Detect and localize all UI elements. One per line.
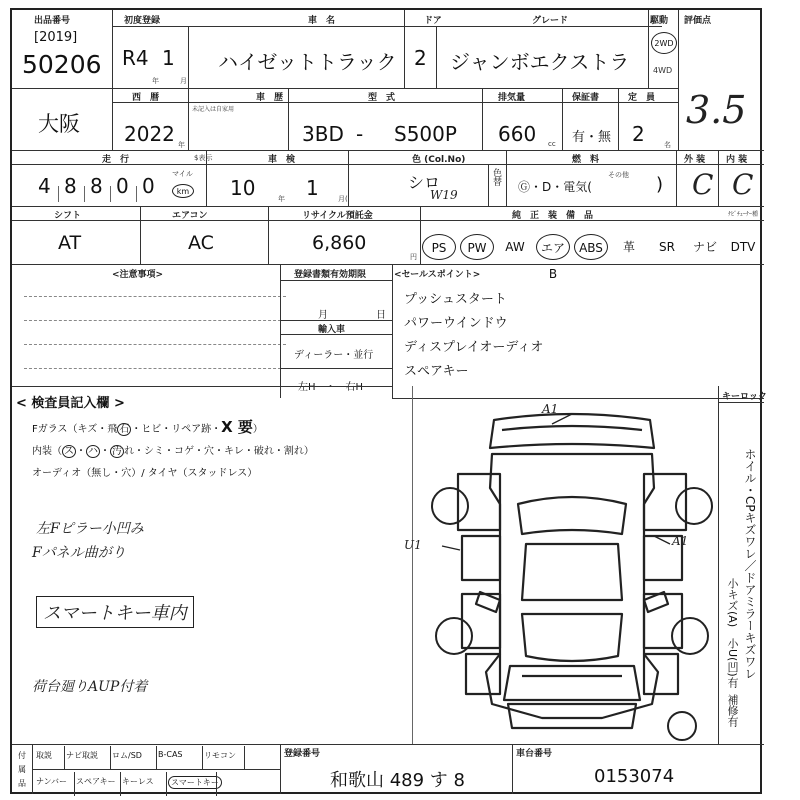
legend-line: 補修有 — [726, 694, 739, 727]
car-name: ハイゼットトラック — [218, 50, 397, 74]
inspection-year: 10 — [230, 176, 256, 200]
sales-point: ディスプレイオーディオ — [404, 340, 544, 355]
mileage-digit: 0 — [116, 174, 129, 198]
exterior-grade: C — [692, 168, 714, 201]
equipment-item: PS — [422, 234, 456, 260]
accessory-tag: B-CAS — [158, 750, 183, 759]
equipment-item: SR — [659, 240, 675, 254]
key-lock-label: キーロック — [722, 392, 767, 402]
capacity: 2 — [632, 122, 645, 146]
reg-no-label: 登録番号 — [284, 749, 321, 759]
model-code: S500P — [394, 122, 457, 146]
sales-point: プッシュスタート — [404, 292, 507, 307]
model-dash: - — [356, 122, 364, 146]
mileage-digit: 8 — [90, 174, 103, 198]
model-label: 型 式 — [368, 93, 396, 103]
interior-circled: ス — [64, 446, 74, 457]
recycle-label: リサイクル預託金 — [302, 211, 373, 221]
mileage-digit: 0 — [142, 174, 155, 198]
displacement: 660 — [498, 122, 537, 146]
displacement-label: 排気量 — [498, 93, 526, 103]
glass-circled: 石 — [119, 424, 130, 435]
accessory-tag: キーレス — [122, 777, 154, 786]
sales-points-label: <セールスポイント> — [394, 270, 481, 280]
glass-x: X 要 — [221, 418, 253, 436]
inspector-title: < 検査員記入欄 > — [16, 396, 125, 411]
damage-mark-left: U1 — [404, 538, 422, 552]
mile-text: マイル — [172, 170, 193, 178]
dealer-label: ディーラー・並行 — [294, 350, 374, 361]
inspection-label: 車 検 — [268, 155, 296, 165]
region: 大阪 — [38, 112, 80, 136]
warranty-options: 有・無 — [572, 130, 612, 145]
capacity-label: 定 員 — [628, 93, 656, 103]
inspection-month: 1 — [306, 176, 319, 200]
color-code: W19 — [430, 188, 458, 202]
mileage-sub: $表示 — [194, 154, 213, 162]
color-label: 色 (Col.No) — [412, 155, 466, 165]
navi-tuner-label: ﾅﾋﾞﾁｭｰﾅｰ種 — [728, 211, 759, 218]
fuel-other-label: その他 — [608, 171, 629, 179]
reg-month: 1 — [162, 46, 175, 70]
score-value: 3.5 — [686, 88, 747, 132]
vehicle-diagram — [422, 404, 722, 744]
mileage-digit: 8 — [64, 174, 77, 198]
interior-line: 内装（ ス ・ ハ ・ 汚 れ・シミ・コゲ・穴・キレ・破れ・割れ） — [32, 446, 314, 457]
accessory-tag: ロム/SD — [112, 751, 142, 760]
reg-era: R4 — [122, 46, 149, 70]
west-year-label: 西 暦 — [132, 93, 160, 103]
km-circled: km — [172, 184, 194, 198]
score-label: 評価点 — [684, 16, 712, 26]
handwritten-note: 荷台廻りAUP付着 — [32, 679, 148, 695]
warranty-label: 保証書 — [572, 93, 600, 103]
legend-line: ホイル・CPキズワレ／ドアミラーキズワレ — [743, 448, 757, 680]
reg-doc-label: 登録書類有効期限 — [294, 270, 367, 280]
exterior-label: 外 装 — [684, 155, 706, 165]
ac-value: AC — [188, 232, 214, 254]
equipment-item: AW — [505, 240, 525, 254]
interior-label: 内 装 — [726, 155, 748, 165]
fuel-options: Ⓖ・D・電気( — [518, 180, 592, 194]
chassis-no: 0153074 — [594, 766, 675, 787]
mileage-digit: 4 — [38, 174, 51, 198]
lot-number: 50206 — [22, 50, 102, 79]
shift-value: AT — [58, 232, 82, 254]
color: シロ — [408, 173, 441, 192]
accessory-tag: ナビ取説 — [66, 751, 98, 760]
history-label: 車 歴 — [256, 93, 284, 103]
handwritten-note: Fパネル曲がり — [32, 545, 126, 561]
first-reg-label: 初度登録 — [124, 16, 161, 26]
car-name-label: 車 名 — [308, 16, 336, 26]
ac-label: エアコン — [172, 211, 208, 221]
shift-label: シフト — [54, 211, 82, 221]
interior-grade: C — [732, 168, 754, 201]
accessory-tag: リモコン — [204, 751, 236, 760]
handwritten-note: 左Fピラー小凹み — [36, 521, 144, 537]
reg-no: 和歌山 489 す 8 — [330, 770, 465, 791]
accessory-tag: スマートキー — [168, 776, 222, 789]
sales-point: スペアキー — [404, 364, 469, 379]
accessory-tag: 取説 — [36, 751, 52, 760]
handwritten-boxed-note: スマートキー車内 — [36, 596, 194, 628]
interior-circled: 汚 — [112, 446, 122, 457]
color-change-label: 色替 — [491, 168, 501, 186]
door-label: ドア — [424, 16, 442, 26]
equipment-item: DTV — [730, 240, 756, 254]
import-label: 輸入車 — [318, 325, 346, 335]
damage-mark-top: A1 — [542, 402, 559, 416]
damage-mark-right: A1 — [672, 534, 689, 548]
grade-label: グレード — [532, 16, 569, 26]
notes-label: <注意事項> — [112, 270, 164, 280]
mileage-label: 走 行 — [102, 155, 130, 165]
lot-year-tag: [2019] — [34, 30, 78, 45]
history-note: 未記入は自家用 — [192, 106, 235, 113]
reg-year: 2022 — [124, 122, 175, 146]
recycle-fee: 6,860 — [312, 232, 367, 254]
glass-line: Fガラス（キズ・飛 石 ・ヒビ・リペア跡・X 要） — [32, 418, 263, 436]
handle-label: 左H ・ 右H — [298, 382, 364, 393]
equipment-item: 革 — [622, 240, 635, 254]
lot-label: 出品番号 — [34, 16, 71, 26]
grade: ジャンボエクストラ — [450, 50, 630, 74]
drive-label: 駆動 — [650, 16, 669, 26]
legend-line: 小U(凹)有 — [726, 638, 739, 688]
equipment-item: エアB — [536, 234, 570, 260]
chassis-label: 車台番号 — [516, 749, 553, 759]
sales-point: パワーウインドウ — [404, 316, 508, 331]
equipment-item: ナビ — [692, 240, 717, 254]
accessory-tag: ナンバー — [36, 777, 68, 786]
auction-sheet: 出品番号 初度登録 車 名 ドア グレード 駆動 評価点 [2019] 50206 R4 1 年 月 ハイゼットトラック 2 ジャンボエクストラ 2WD 4WD 3.5 西 暦 車 歴 型 式 排気量 保証書 定 員 大阪 2022 年 未記入は自家用 3BD - S500P 660 cc 有・無 2 名 走 行 $表示 車 検 色 (Col.No) 燃 料 外 装 内 装 4 8 8 0 0 マイル km 10 年 1 月( シロ W19 色替 Ⓖ・D・電気( その他 ) C C シフト エアコン リサイクル預託金 純 正 装 備 品 ﾅﾋﾞﾁｭｰﾅｰ種 AT AC 6,860 円 PS PW AW エアB ABS 革 SR ナビ DTV <注意事項> 登録書類有効期限 月 日 輸入車 ディーラー・並行 左H ・ 右H <セールスポイント> プッシュスタート パワーウインドウ ディスプレイオーディオ スペアキー < 検査員記入欄 > Fガラス（キズ・飛 石 ・ヒビ・リペア跡・X 要） 内装（ ス ・ ハ ・ 汚 れ・シミ・コゲ・穴・キレ・破れ・割れ） オーディオ（無し・穴）/ タイヤ（スタッドレス） 左Fピラー小凹み Fパネル曲がり スマートキー車内 荷台廻りAUP付着 A1 U1 A1 キーロック ホイル・CPキズワレ／ドアミラーキズワレ 小キズ(A) 小U(凹)有 補修有 付 属 品 取説 ナビ取説 ロム/SD B-CAS リモコン ナンバー スペアキー キーレス スマートキー 登録番号 和歌山 489 す 8 車台番号 0153074 — [10, 8, 762, 794]
equipment-item: PW — [460, 234, 494, 260]
drive-4wd: 4WD — [653, 66, 673, 75]
model-prefix: 3BD — [302, 122, 344, 146]
equipment-item: ABS — [574, 234, 608, 260]
interior-circled: ハ — [88, 446, 98, 457]
accessory-tag: スペアキー — [76, 777, 116, 786]
drive-2wd-circled: 2WD — [651, 32, 677, 54]
legend-line: 小キズ(A) — [726, 578, 739, 628]
doors: 2 — [414, 46, 427, 70]
audio-line: オーディオ（無し・穴）/ タイヤ（スタッドレス） — [32, 468, 258, 479]
equipment-label: 純 正 装 備 品 — [512, 211, 594, 221]
fuel-label: 燃 料 — [572, 155, 600, 165]
